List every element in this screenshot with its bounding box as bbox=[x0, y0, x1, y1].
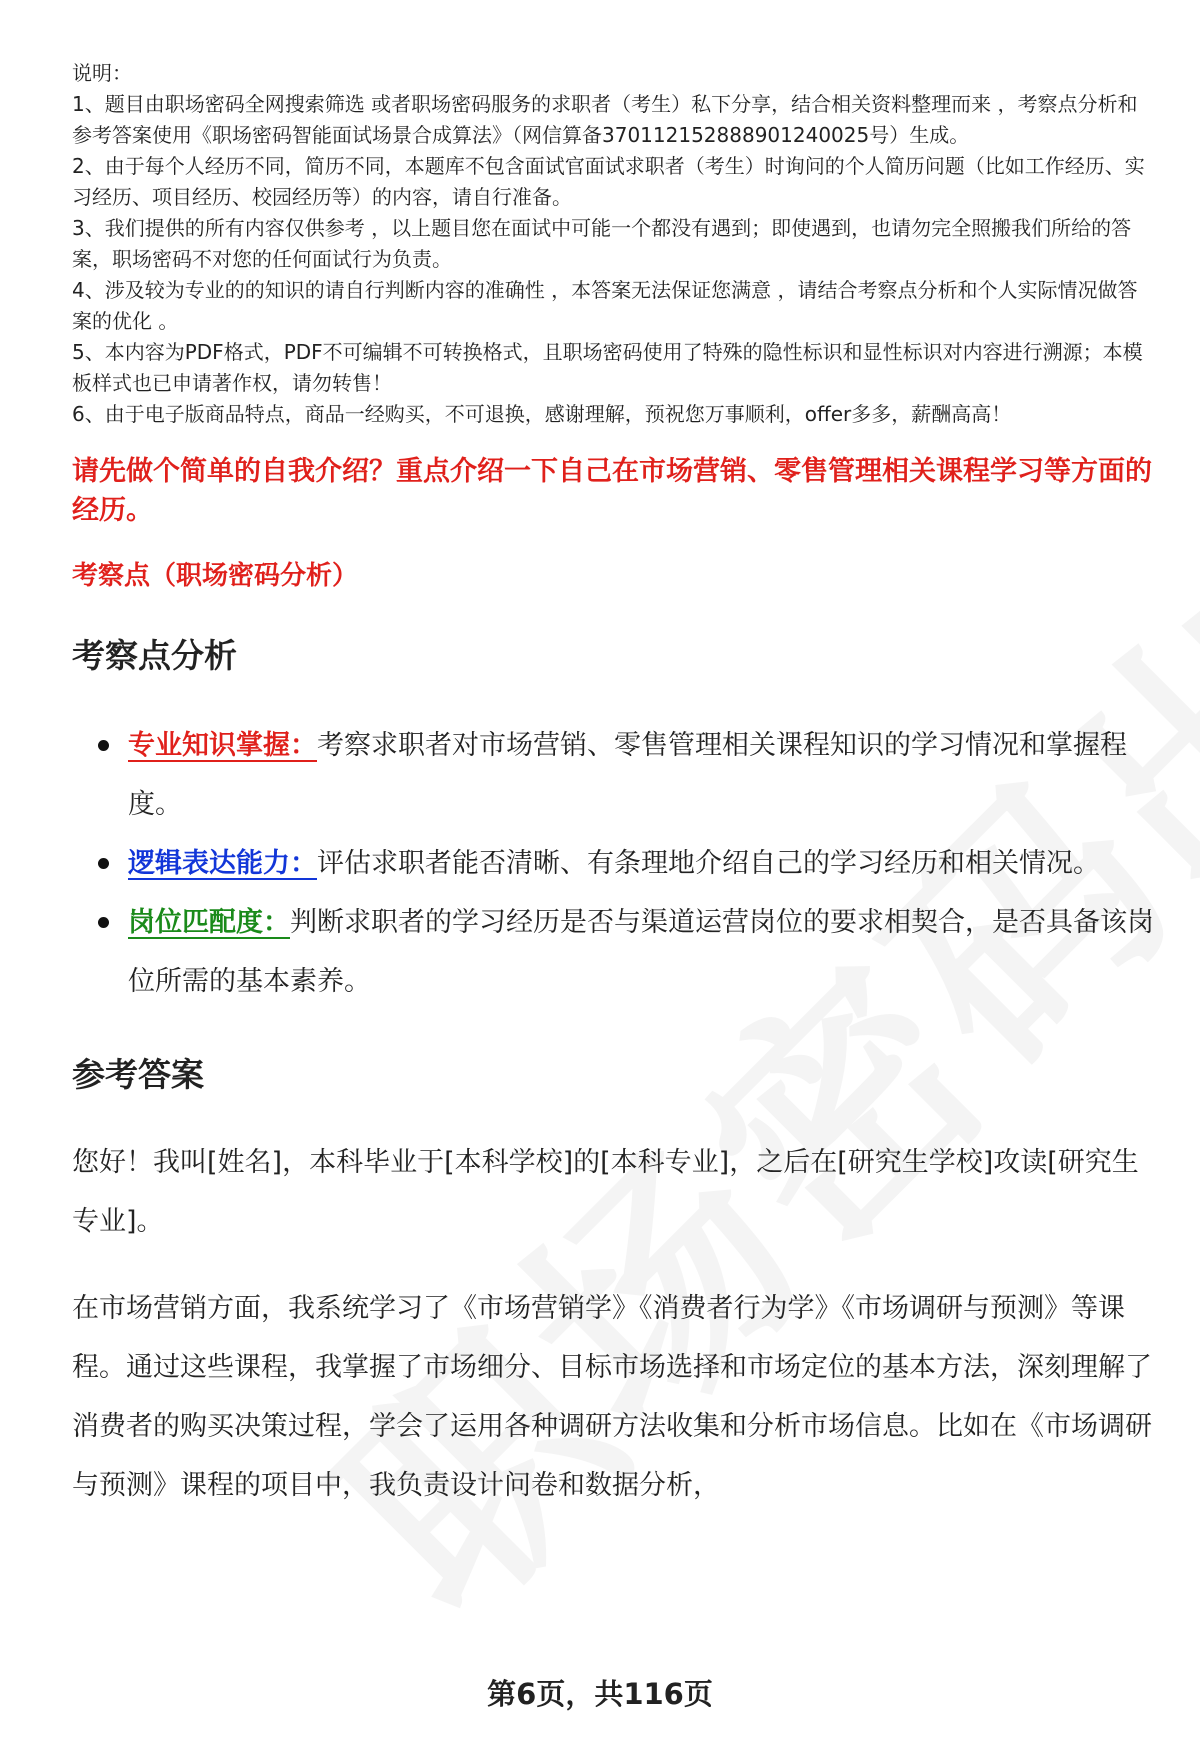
analysis-label: 逻辑表达能力： bbox=[128, 848, 317, 879]
page-footer: 第6页，共116页 bbox=[487, 1677, 713, 1711]
analysis-item bbox=[72, 893, 1156, 1011]
inspect-point-title: 考察点（职场密码分析） bbox=[72, 561, 359, 591]
bullet-icon bbox=[98, 740, 109, 751]
analysis-label: 专业知识掌握： bbox=[128, 730, 317, 761]
answer-paragraph: 在市场营销方面，我系统学习了《市场营销学》《消费者行为学》《市场调研与预测》等课程。通过这些课程，我掌握了市场细分、目标市场选择和市场定位的基本方法，深刻理解了消费者的购买决策过程，学会了运用各种调研方法收集和分析市场信息。比如在《市场调研与预测》课程的项目中，我负责设计问卷和数据分析， bbox=[72, 1293, 1152, 1501]
note-item: 5、本内容为PDF格式，PDF不可编辑不可转换格式，且职场密码使用了特殊的隐性标识和显性标识对内容进行溯源；本模板样式也已申请著作权，请勿转售！ bbox=[72, 340, 1143, 395]
analysis-text: 评估求职者能否清晰、有条理地介绍自己的学习经历和相关情况。 bbox=[317, 848, 1100, 879]
analysis-item bbox=[72, 716, 1156, 834]
reference-answer bbox=[72, 1133, 1156, 1515]
analysis-text: 判断求职者的学习经历是否与渠道运营岗位的要求相契合，是否具备该岗位所需的基本素养。 bbox=[128, 907, 1154, 997]
notes-block bbox=[72, 58, 1156, 430]
analysis-item bbox=[72, 834, 1156, 893]
document-page bbox=[72, 58, 1156, 1515]
note-item: 4、涉及较为专业的的知识的请自行判断内容的准确性 ，本答案无法保证您满意 ，请结合考察点分析和个人实际情况做答案的优化 。 bbox=[72, 278, 1138, 333]
note-item: 1、题目由职场密码全网搜索筛选 或者职场密码服务的求职者（考生）私下分享，结合相关资料整理而来 ，考察点分析和参考答案使用《职场密码智能面试场景合成算法》（网信算备370112152888901240025号）生成。 bbox=[72, 92, 1138, 147]
analysis-list bbox=[72, 716, 1156, 1011]
answer-paragraph: 您好！我叫[姓名]，本科毕业于[本科学校]的[本科专业]，之后在[研究生学校]攻读[研究生专业]。 bbox=[72, 1147, 1139, 1237]
analysis-label: 岗位匹配度： bbox=[128, 907, 290, 938]
bullet-icon bbox=[98, 917, 109, 928]
analysis-heading: 考察点分析 bbox=[72, 636, 237, 675]
note-item: 2、由于每个人经历不同，简历不同，本题库不包含面试官面试求职者（考生）时询问的个人简历问题（比如工作经历、实习经历、项目经历、校园经历等）的内容，请自行准备。 bbox=[72, 154, 1145, 209]
notes-heading: 说明： bbox=[72, 61, 132, 85]
analysis-text: 考察求职者对市场营销、零售管理相关课程知识的学习情况和掌握程度。 bbox=[128, 730, 1127, 820]
interview-question: 请先做个简单的自我介绍？重点介绍一下自己在市场营销、零售管理相关课程学习等方面的经历。 bbox=[72, 456, 1152, 526]
reference-heading: 参考答案 bbox=[72, 1055, 204, 1094]
note-item: 3、我们提供的所有内容仅供参考 ，以上题目您在面试中可能一个都没有遇到；即使遇到，也请勿完全照搬我们所给的答案，职场密码不对您的任何面试行为负责。 bbox=[72, 216, 1132, 271]
bullet-icon bbox=[98, 858, 109, 869]
note-item: 6、由于电子版商品特点，商品一经购买，不可退换，感谢理解，预祝您万事顺利，offer多多，薪酬高高！ bbox=[72, 402, 1012, 426]
